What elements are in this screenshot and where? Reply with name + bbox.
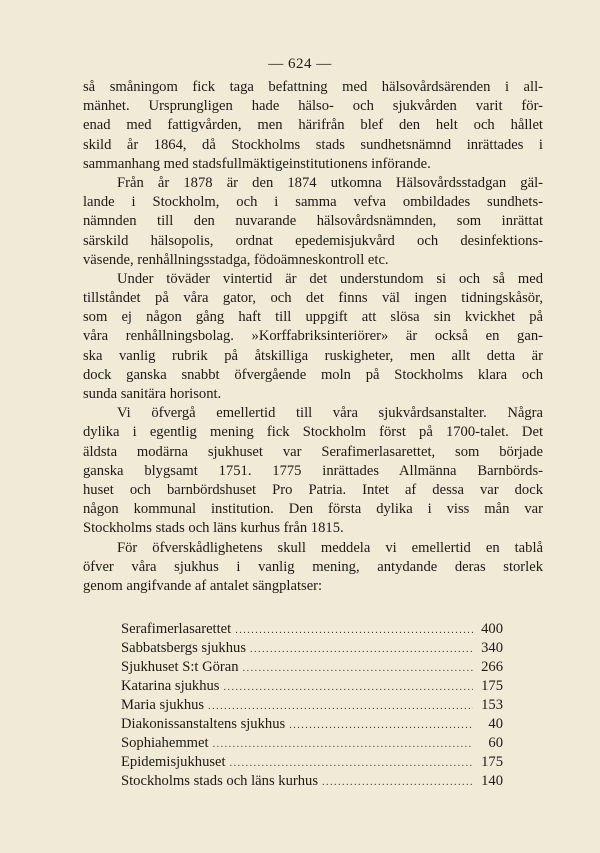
text-line: sunda sanitära horisont.: [83, 386, 222, 402]
paragraph: [83, 78, 543, 174]
text-line: huset och barnbördshuset Pro Patria. Intet af dessa var dock: [83, 481, 543, 498]
hospital-name: Sabbatsbergs sjukhus: [121, 640, 246, 656]
dot-leader: [243, 659, 473, 678]
paragraph: [83, 174, 543, 270]
hospital-name: Serafimerlasarettet: [121, 621, 232, 637]
table-row: [121, 696, 503, 715]
table-row: [121, 753, 503, 772]
text-line: öfver våra sjukhus i vanlig mening, antydande deras storlek: [83, 558, 543, 575]
text-line: så småningom fick taga befattning med hälsovårdsärenden i all-: [83, 79, 543, 95]
table-row: [121, 658, 503, 677]
bed-count: 266: [481, 659, 503, 675]
body-text: [83, 78, 543, 596]
text-line: någon kommunal institution. Den första dylika i viss mån var: [83, 501, 543, 518]
text-line: Från år 1878 är den 1874 utkomna Hälsovårdsstadgan gäl-: [117, 174, 543, 191]
text-line: mänhet. Ursprungligen hade hälso- och sjukvården varit för-: [83, 98, 543, 115]
text-line: genom angifvande af antalet sängplatser:: [83, 577, 323, 594]
paragraph: [83, 539, 543, 597]
bed-count: 153: [481, 697, 503, 713]
text-line: enad med fattigvården, men härifrån blef den helt och hållet: [83, 117, 543, 134]
table-row: [121, 620, 503, 639]
hospital-name: Maria sjukhus: [121, 697, 205, 713]
hospital-name: Sjukhuset S:t Göran: [121, 659, 239, 675]
paragraph: [83, 270, 543, 404]
dot-leader: [213, 735, 473, 754]
text-line: ganska blygsamt 1751. 1775 inrättades Allmänna Barnbörds-: [83, 462, 543, 479]
text-line: För öfverskådlighetens skull meddela vi emellertid en tablå: [117, 539, 543, 556]
text-line: sammanhang med stadsfullmäktigeinstitutionens införande.: [83, 155, 431, 172]
table-row: [121, 734, 503, 753]
bed-count: 60: [488, 735, 503, 751]
dot-leader: [230, 754, 473, 773]
text-line: dylika i egentlig mening fick Stockholm först på 1700-talet. Det: [83, 424, 543, 441]
text-line: väsende, renhållningsstadga, födoämneskontroll etc.: [83, 251, 389, 268]
table-row: [121, 677, 503, 696]
hospital-name: Sophiahemmet: [121, 735, 209, 751]
bed-count: 40: [488, 716, 503, 732]
text-line: ska vanlig rubrik på åtskilliga ruskigheter, men allt detta är: [83, 347, 543, 364]
dot-leader: [235, 621, 473, 640]
page-number: — 624 —: [268, 56, 332, 72]
text-line: som ej någon gång haft till uppgift att slösa sin kvickhet på: [83, 309, 543, 326]
text-line: dock ganska snabbt öfvergående moln på Stockholms klara och: [83, 366, 543, 383]
dot-leader: [250, 640, 473, 659]
text-line: Stockholms stads och läns kurhus från 1815.: [83, 520, 344, 537]
hospital-table: [121, 620, 503, 791]
hospital-name: Stockholms stads och läns kurhus: [121, 773, 319, 789]
bed-count: 140: [481, 773, 503, 789]
text-line: nämnden till den nuvarande hälsovårdsnämnden, som inrättat: [83, 213, 543, 230]
table-row: [121, 639, 503, 658]
hospital-name: Katarina sjukhus: [121, 678, 220, 694]
text-line: skild år 1864, då Stockholms stads sundhetsnämnd inrättades i: [83, 136, 543, 153]
table-row: [121, 715, 503, 734]
text-line: våra renhållningsbolag. »Korffabriksinteriörer» är också en gan-: [83, 328, 543, 345]
hospital-name: Epidemisjukhuset: [121, 754, 226, 770]
hospital-name: Diakonissanstaltens sjukhus: [121, 716, 286, 732]
dot-leader: [322, 773, 473, 792]
bed-count: 175: [481, 754, 503, 770]
bed-count: 340: [481, 640, 503, 656]
text-line: särskild hälsopolis, ordnat epedemisjukvård och desinfektions-: [83, 232, 543, 249]
paragraph: [83, 404, 543, 538]
text-line: tillståndet på våra gator, och det finns väl ingen tidningskåsör,: [83, 290, 543, 307]
dot-leader: [208, 697, 473, 716]
bed-count: 400: [481, 621, 503, 637]
dot-leader: [224, 678, 474, 697]
table-row: [121, 772, 503, 791]
text-line: Vi öfvergå emellertid till våra sjukvårdsanstalter. Några: [117, 405, 543, 422]
text-line: lande i Stockholm, och i samma vefva ombildades sundhets-: [83, 194, 543, 211]
bed-count: 175: [481, 678, 503, 694]
text-line: Under töväder vintertid är det understundom si och så med: [117, 270, 543, 287]
text-line: äldsta modärna sjukhuset var Serafimerlasarettet, som började: [83, 443, 543, 460]
dot-leader: [289, 716, 473, 735]
